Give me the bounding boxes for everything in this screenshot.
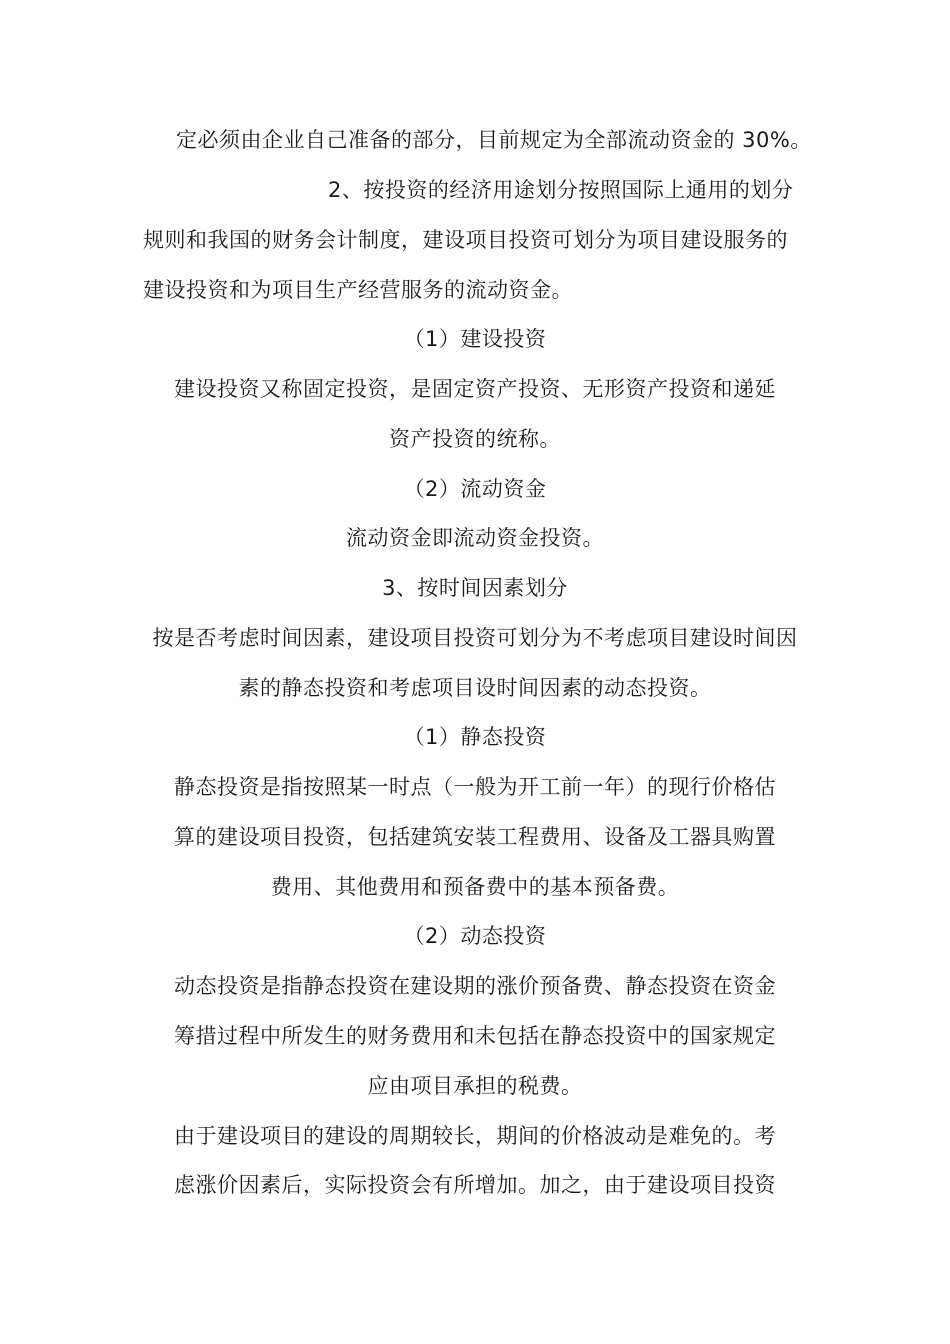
paragraph-line-19: 筹措过程中所发生的财务费用和未包括在静态投资中的国家规定 xyxy=(174,1024,776,1048)
paragraph-line-12: 素的静态投资和考虑项目设时间因素的动态投资。 xyxy=(238,676,712,700)
paragraph-line-22: 虑涨价因素后，实际投资会有所增加。加之，由于建设项目投资 xyxy=(174,1173,776,1197)
paragraph-line-11: 按是否考虑时间因素，建设项目投资可划分为不考虑项目建设时间因 xyxy=(152,626,798,650)
section-heading-2: 2、按投资的经济用途划分按照国际上通用的划分 xyxy=(328,178,794,202)
paragraph-line-21: 由于建设项目的建设的周期较长，期间的价格波动是难免的。考 xyxy=(174,1124,776,1148)
subheading-dynamic-investment: （2）动态投资 xyxy=(403,924,547,948)
paragraph-line-18: 动态投资是指静态投资在建设期的涨价预备费、静态投资在资金 xyxy=(174,974,776,998)
section-heading-3: 3、按时间因素划分 xyxy=(382,576,568,600)
paragraph-line-14: 静态投资是指按照某一时点（一般为开工前一年）的现行价格估 xyxy=(174,775,776,799)
subheading-working-capital: （2）流动资金 xyxy=(403,477,547,501)
subheading-static-investment: （1）静态投资 xyxy=(403,725,547,749)
paragraph-line-16: 费用、其他费用和预备费中的基本预备费。 xyxy=(270,875,680,899)
paragraph-line-6: 建设投资又称固定投资，是固定资产投资、无形资产投资和递延 xyxy=(174,377,776,401)
paragraph-line-1: 定必须由企业自己准备的部分，目前规定为全部流动资金的 30%。 xyxy=(176,128,812,152)
paragraph-line-20: 应由项目承担的税费。 xyxy=(367,1074,583,1098)
paragraph-line-3: 规则和我国的财务会计制度，建设项目投资可划分为项目建设服务的 xyxy=(143,228,788,252)
paragraph-line-15: 算的建设项目投资，包括建筑安装工程费用、设备及工器具购置 xyxy=(174,825,776,849)
paragraph-line-4: 建设投资和为项目生产经营服务的流动资金。 xyxy=(143,278,573,302)
paragraph-line-7: 资产投资的统称。 xyxy=(389,427,561,451)
paragraph-line-9: 流动资金即流动资金投资。 xyxy=(346,526,604,550)
subheading-construction-investment: （1）建设投资 xyxy=(403,327,547,351)
